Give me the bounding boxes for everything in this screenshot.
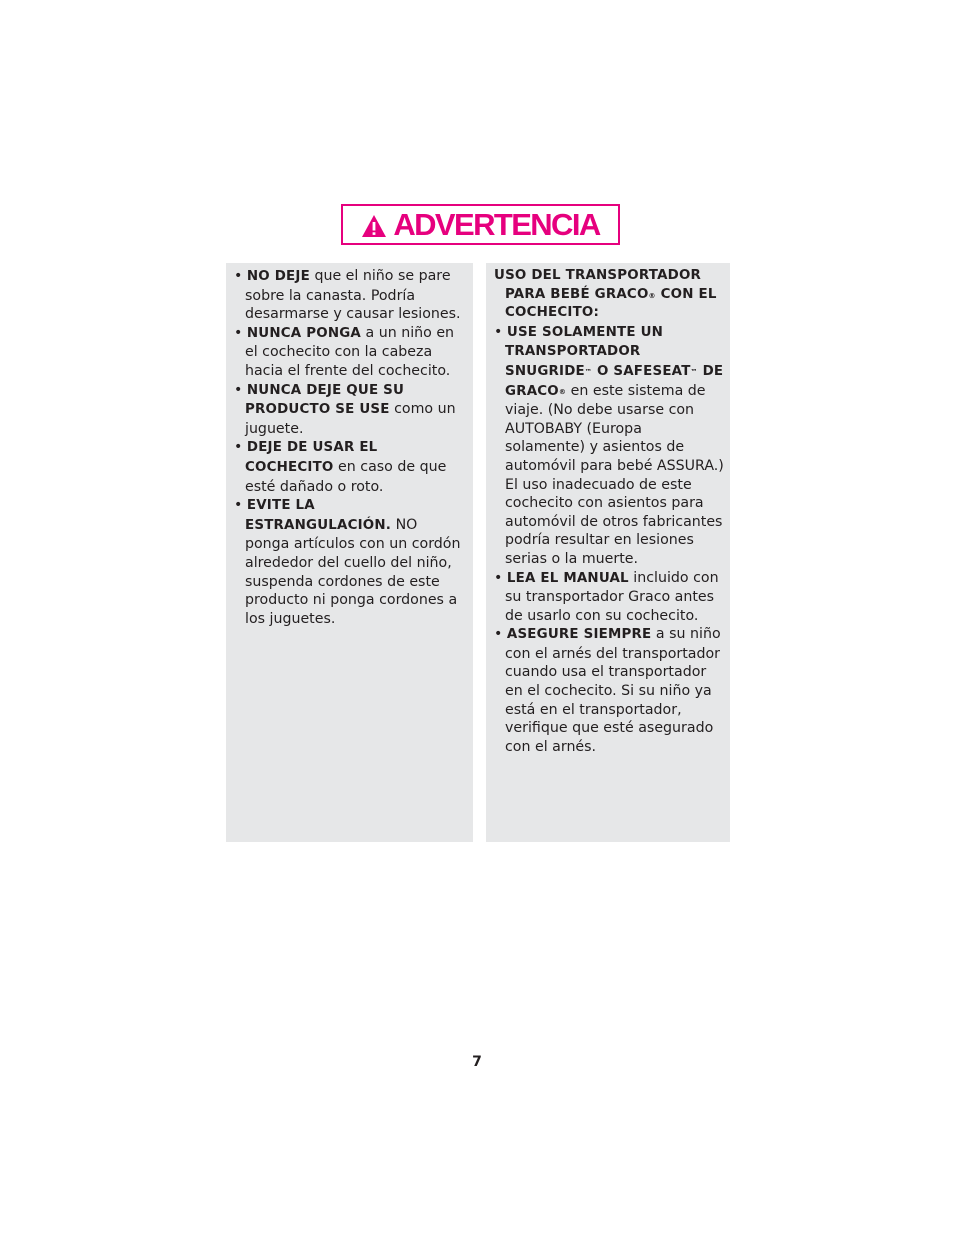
- warning-triangle-icon: [361, 214, 387, 238]
- warning-banner: [341, 204, 620, 245]
- right-column: [486, 263, 730, 842]
- list-item: • NUNCA PONGA a un niño en el cochecito con la cabeza hacia el frente del cochecito.: [234, 324, 455, 379]
- list-item: • USE SOLAMENTE UN TRANSPORTADOR SNUGRIDE™ O SAFESEAT™ DE GRACO® en este sistema de viaje. (No debe usarse con AUTOBABY (Europa solamente) y asientos de automóvil para bebé ASSURA.) El uso inadecuado de este cochecito con asientos para automóvil de otros fabricantes podría resultar en lesiones serias o la muerte.: [494, 323, 724, 567]
- list-item: • LEA EL MANUAL incluido con su transportador Graco antes de usarlo con su cochecito.: [494, 569, 719, 624]
- section-heading: USO DEL TRANSPORTADOR PARA BEBÉ GRACO® CON EL COCHECITO:: [494, 268, 717, 321]
- list-item: • NO DEJE que el niño se pare sobre la canasta. Podría desarmarse y causar lesiones.: [234, 268, 461, 323]
- warning-title: ADVERTENCIA: [393, 207, 600, 242]
- list-item: • DEJE DE USAR EL COCHECITO en caso de que esté dañado o roto.: [234, 439, 447, 495]
- list-item: • EVITE LA ESTRANGULACIÓN. NO ponga artículos con un cordón alrededor del cuello del niño, suspenda cordones de este producto ni ponga cordones a los juguetes.: [234, 497, 461, 627]
- list-item: • ASEGURE SIEMPRE a su niño con el arnés del transportador cuando usa el transportador en el cochecito. Si su niño ya está en el transportador, verifique que esté asegurado con el arnés.: [494, 626, 721, 755]
- list-item: • NUNCA DEJE QUE SU PRODUCTO SE USE como un juguete.: [234, 381, 456, 437]
- left-column: [226, 263, 473, 842]
- page-number: 7: [472, 1054, 482, 1070]
